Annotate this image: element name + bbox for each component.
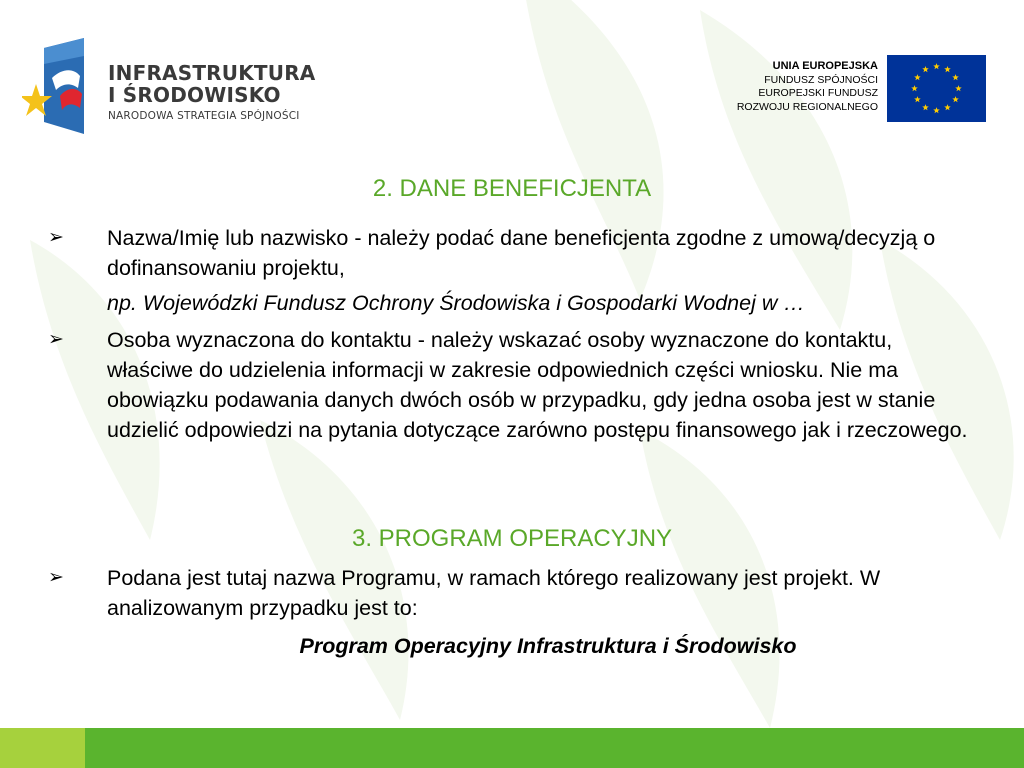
eu-fund-line1: FUNDUSZ SPÓJNOŚCI <box>764 73 878 86</box>
bullet-beneficiary-name <box>48 223 978 283</box>
section-heading-beneficiary: 2. DANE BENEFICJENTA <box>372 175 652 202</box>
footer-bar-light <box>0 728 85 768</box>
bullet-text: Osoba wyznaczona do kontaktu - należy wskazać osoby wyznaczone do kontaktu, właściwe do udzielenia informacji w zakresie odpowiednich części wniosku. Nie ma obowiązku podawania danych dwóch osób w przypadku, gdy jedna osoba jest w stanie udzielić odpowiedzi na pytania dotyczące zarówno postępu finansowego jak i rzeczowego. <box>107 328 968 442</box>
section-heading-program: 3. PROGRAM OPERACYJNY <box>351 525 673 552</box>
logo-subtitle: NARODOWA STRATEGIA SPÓJNOŚCI <box>108 110 300 122</box>
eu-fund-line3: ROZWOJU REGIONALNEGO <box>736 100 878 113</box>
arrow-bullet-icon: ➢ <box>48 567 64 588</box>
logo-title-line2: I ŚRODOWISKO <box>108 83 281 107</box>
bullet-contact-person <box>48 325 978 445</box>
footer-bar-dark <box>85 728 1024 768</box>
bullet-text: Podana jest tutaj nazwa Programu, w ramach którego realizowany jest projekt. W analizowanym przypadku jest to: <box>107 566 881 620</box>
arrow-bullet-icon: ➢ <box>48 227 64 248</box>
bullet-text: Nazwa/Imię lub nazwisko - należy podać dane beneficjenta zgodne z umową/decyzją o dofinansowaniu projektu, <box>107 226 936 280</box>
beneficiary-example: np. Wojewódzki Fundusz Ochrony Środowiska i Gospodarki Wodnej w … <box>107 291 805 315</box>
bullet-program <box>48 563 978 623</box>
logo-title-line1: INFRASTRUKTURA <box>108 61 316 85</box>
arrow-bullet-icon: ➢ <box>48 329 64 350</box>
eu-fund-line2: EUROPEJSKI FUNDUSZ <box>758 87 878 99</box>
eu-title: UNIA EUROPEJSKA <box>772 60 878 72</box>
program-name: Program Operacyjny Infrastruktura i Środowisko <box>299 634 797 658</box>
